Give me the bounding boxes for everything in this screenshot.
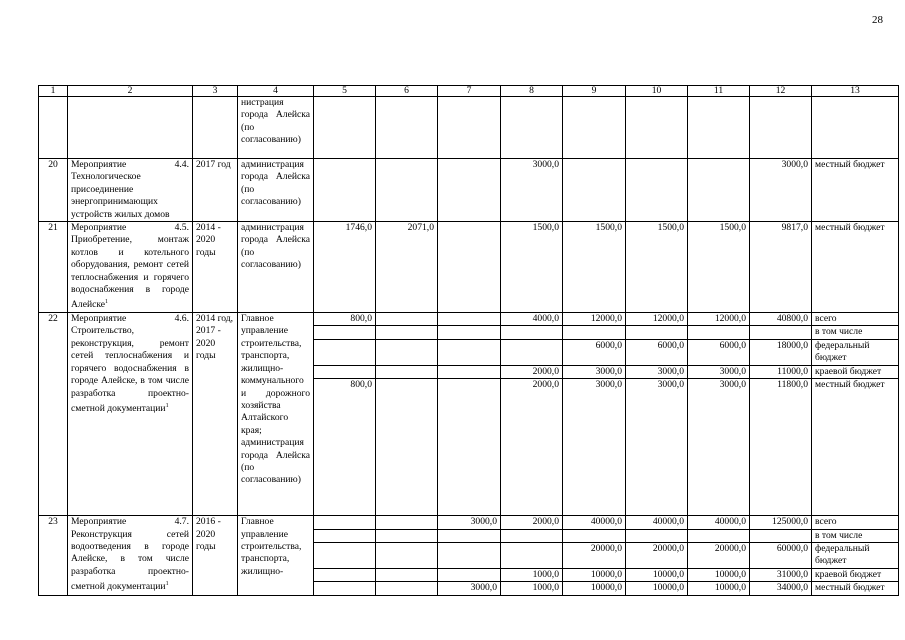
value-cell: 3000,0 — [688, 365, 750, 378]
value-cell: 3000,0 — [626, 365, 688, 378]
value-cell — [501, 542, 563, 568]
header-col-4: 4 — [238, 86, 314, 97]
value-cell — [438, 568, 501, 581]
header-row — [39, 86, 899, 97]
period-cell: 2014 - 2020 годы — [193, 222, 238, 313]
total-cell: 11000,0 — [750, 365, 812, 378]
table-row-continuation — [39, 97, 899, 159]
header-col-10: 10 — [626, 86, 688, 97]
value-cell: 10000,0 — [688, 568, 750, 581]
value-cell — [438, 529, 501, 542]
value-cell — [314, 326, 376, 339]
value-cell: 3000,0 — [438, 516, 501, 529]
value-cell: 3000,0 — [438, 582, 501, 595]
measure-name: Мероприятие 4.7. Реконструкция сетей водоотведения в городе Алейске, в том числе разработка проектно-сметной документации$^1$ — [68, 516, 193, 595]
funding-source: в том числе — [812, 326, 899, 339]
value-cell — [563, 529, 626, 542]
value-cell — [376, 529, 438, 542]
measure-name: Мероприятие 4.5. Приобретение, монтаж котлов и котельного оборудования, ремонт сетей теплоснабжения и горячего водоснабжения в городе Алейске$^1$ — [68, 222, 193, 313]
total-cell: 18000,0 — [750, 339, 812, 365]
value-cell — [376, 379, 438, 516]
value-cell — [501, 339, 563, 365]
header-col-3: 3 — [193, 86, 238, 97]
value-cell: 10000,0 — [688, 582, 750, 595]
total-cell: 11800,0 — [750, 379, 812, 516]
value-cell: 10000,0 — [563, 582, 626, 595]
value-cell — [438, 542, 501, 568]
value-cell: 1500,0 — [563, 222, 626, 313]
value-cell — [314, 365, 376, 378]
value-cell: 12000,0 — [626, 313, 688, 326]
funding-source: местный бюджет — [812, 379, 899, 516]
value-cell — [314, 529, 376, 542]
value-cell — [501, 529, 563, 542]
value-cell — [376, 313, 438, 326]
header-col-7: 7 — [438, 86, 501, 97]
measure-name: Мероприятие 4.4. Технологическое присоединение энергопринимающих устройств жилых домов — [68, 159, 193, 222]
value-cell — [376, 542, 438, 568]
value-cell — [438, 313, 501, 326]
value-cell: 10000,0 — [563, 568, 626, 581]
table-row-22 — [39, 313, 899, 326]
value-cell: 20000,0 — [688, 542, 750, 568]
value-cell: 2000,0 — [501, 365, 563, 378]
program-table — [38, 85, 899, 596]
value-cell: 2000,0 — [501, 516, 563, 529]
value-cell: 2000,0 — [501, 379, 563, 516]
value-cell: 1000,0 — [501, 568, 563, 581]
value-cell — [376, 568, 438, 581]
value-cell: 3000,0 — [626, 379, 688, 516]
value-cell: 3000,0 — [563, 365, 626, 378]
funding-source: местный бюджет — [812, 222, 899, 313]
header-col-2: 2 — [68, 86, 193, 97]
value-cell — [314, 339, 376, 365]
executor-cell: администрация города Алейска (по согласованию) — [238, 222, 314, 313]
total-cell: 31000,0 — [750, 568, 812, 581]
value-cell — [438, 339, 501, 365]
table-row-20 — [39, 159, 899, 222]
value-cell: 1500,0 — [501, 222, 563, 313]
value-cell: 40000,0 — [563, 516, 626, 529]
value-cell: 4000,0 — [501, 313, 563, 326]
header-col-1: 1 — [39, 86, 68, 97]
header-col-11: 11 — [688, 86, 750, 97]
footnote-mark: 1 — [105, 299, 109, 306]
value-cell — [438, 365, 501, 378]
value-cell — [688, 326, 750, 339]
value-cell — [376, 516, 438, 529]
row-number: 23 — [39, 516, 68, 595]
footnote-mark: 1 — [165, 581, 169, 588]
measure-name: Мероприятие 4.6. Строительство, реконструкция, ремонт сетей теплоснабжения и горячего водоснабжения в городе Алейске, в том числе разработка проектно-сметной документации$^1$ — [68, 313, 193, 516]
funding-source: краевой бюджет — [812, 365, 899, 378]
row-number: 22 — [39, 313, 68, 516]
funding-source: краевой бюджет — [812, 568, 899, 581]
value-cell — [688, 529, 750, 542]
value-cell — [626, 529, 688, 542]
executor-cell: нистрация города Алейска (по согласованию) — [238, 97, 314, 159]
period-cell: 2014 год, 2017 - 2020 годы — [193, 313, 238, 516]
funding-source: федеральный бюджет — [812, 542, 899, 568]
funding-source: федеральный бюджет — [812, 339, 899, 365]
total-cell: 40800,0 — [750, 313, 812, 326]
value-cell — [626, 326, 688, 339]
value-cell: 10000,0 — [626, 582, 688, 595]
value-cell: 2071,0 — [376, 222, 438, 313]
page-number: 28 — [872, 14, 883, 26]
total-cell: 125000,0 — [750, 516, 812, 529]
value-cell: 6000,0 — [626, 339, 688, 365]
value-cell — [314, 542, 376, 568]
value-cell: 20000,0 — [563, 542, 626, 568]
total-cell: 34000,0 — [750, 582, 812, 595]
executor-cell: администрация города Алейска (по согласованию) — [238, 159, 314, 222]
row-number: 21 — [39, 222, 68, 313]
value-cell: 1000,0 — [501, 582, 563, 595]
period-cell: 2017 год — [193, 159, 238, 222]
footnote-mark: 1 — [165, 402, 169, 409]
value-cell: 3000,0 — [563, 379, 626, 516]
header-col-12: 12 — [750, 86, 812, 97]
value-cell — [314, 582, 376, 595]
table-row-21 — [39, 222, 899, 313]
value-cell: 40000,0 — [688, 516, 750, 529]
period-cell: 2016 - 2020 годы — [193, 516, 238, 595]
value-cell: 1746,0 — [314, 222, 376, 313]
header-col-9: 9 — [563, 86, 626, 97]
funding-source: в том числе — [812, 529, 899, 542]
value-cell: 10000,0 — [626, 568, 688, 581]
funding-source: всего — [812, 516, 899, 529]
table-row-23 — [39, 516, 899, 529]
header-col-13: 13 — [812, 86, 899, 97]
value-cell: 1500,0 — [688, 222, 750, 313]
header-col-5: 5 — [314, 86, 376, 97]
header-col-8: 8 — [501, 86, 563, 97]
value-cell: 800,0 — [314, 379, 376, 516]
funding-source: всего — [812, 313, 899, 326]
value-cell: 6000,0 — [688, 339, 750, 365]
value-cell — [501, 326, 563, 339]
total-cell — [750, 326, 812, 339]
value-cell: 40000,0 — [626, 516, 688, 529]
executor-cell: Главное управление строительства, транспорта, жилищно- — [238, 516, 314, 595]
value-cell: 3000,0 — [501, 159, 563, 222]
value-cell: 6000,0 — [563, 339, 626, 365]
funding-source: местный бюджет — [812, 159, 899, 222]
value-cell: 1500,0 — [626, 222, 688, 313]
value-cell — [376, 339, 438, 365]
value-cell: 20000,0 — [626, 542, 688, 568]
value-cell — [438, 326, 501, 339]
total-cell — [750, 529, 812, 542]
row-number: 20 — [39, 159, 68, 222]
value-cell: 3000,0 — [688, 379, 750, 516]
value-cell — [314, 568, 376, 581]
total-cell: 60000,0 — [750, 542, 812, 568]
value-cell: 12000,0 — [563, 313, 626, 326]
value-cell — [376, 365, 438, 378]
total-cell: 3000,0 — [750, 159, 812, 222]
value-cell: 12000,0 — [688, 313, 750, 326]
value-cell — [314, 516, 376, 529]
value-cell — [376, 582, 438, 595]
funding-source: местный бюджет — [812, 582, 899, 595]
total-cell: 9817,0 — [750, 222, 812, 313]
value-cell: 800,0 — [314, 313, 376, 326]
value-cell — [438, 379, 501, 516]
value-cell — [563, 326, 626, 339]
executor-cell: Главное управление строительства, транспорта, жилищно-коммунального и дорожного хозяйства Алтайского края; администрация города Алейска (по согласованию) — [238, 313, 314, 516]
value-cell — [376, 326, 438, 339]
header-col-6: 6 — [376, 86, 438, 97]
